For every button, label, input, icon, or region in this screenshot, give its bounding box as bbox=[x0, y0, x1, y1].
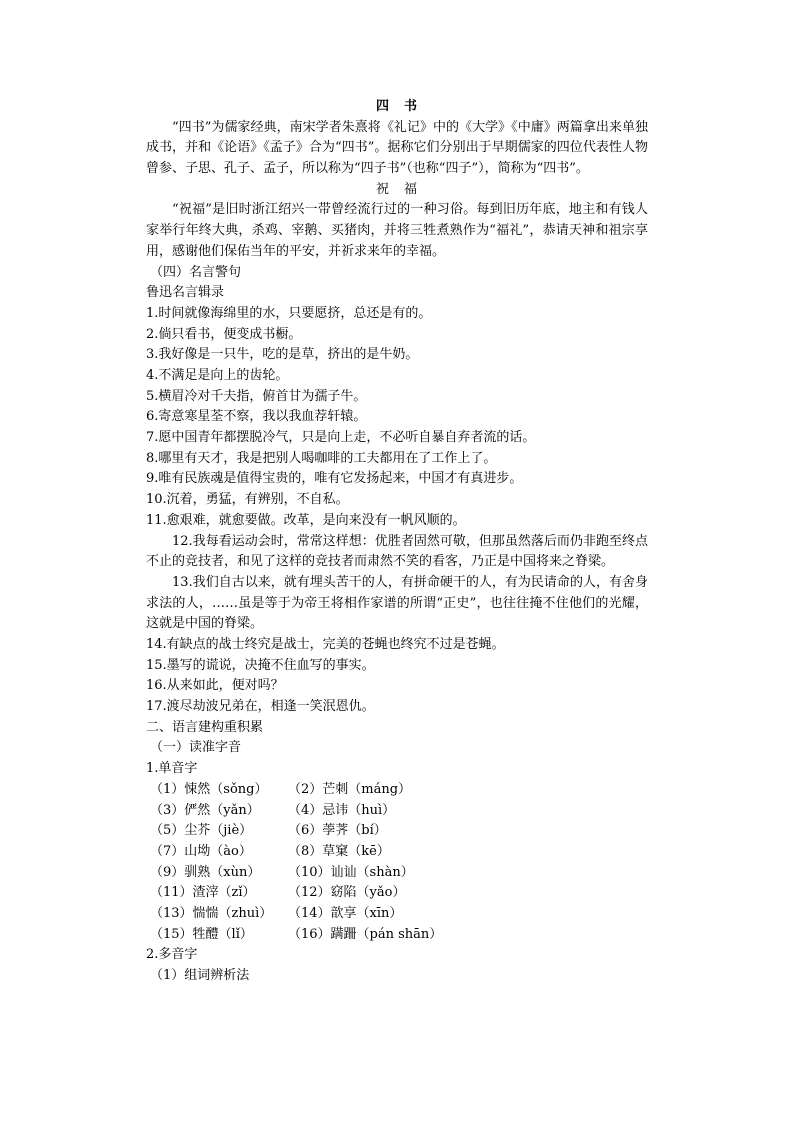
pinyin-row bbox=[146, 863, 648, 884]
pinyin-row bbox=[146, 801, 648, 822]
quote-list bbox=[146, 304, 648, 718]
subheading-zuci-bianxi: （1）组词辨析法 bbox=[150, 968, 250, 984]
pinyin-item: （8）草窠（kē） bbox=[288, 843, 390, 859]
quote-item: 17.渡尽劫波兄弟在，相逢一笑泯恩仇。 bbox=[146, 699, 375, 715]
pinyin-row bbox=[146, 780, 648, 801]
subheading-duzhun-ziyin: （一）读准字音 bbox=[150, 740, 242, 756]
subheading-luxun-quotes: 鲁迅名言辑录 bbox=[146, 285, 225, 301]
pinyin-row bbox=[146, 821, 648, 842]
quote-item: 1.时间就像海绵里的水，只要愿挤，总还是有的。 bbox=[146, 305, 432, 321]
heading-mingyan: （四）名言警句 bbox=[150, 264, 242, 280]
pinyin-row bbox=[146, 842, 648, 863]
quote-item: 2.倘只看书，便变成书橱。 bbox=[146, 326, 302, 342]
quote-item: 12.我每看运动会时，常常这样想：优胜者固然可敬，但那虽然落后而仍非跑至终点不止的竞技者，和见了这样的竞技者而肃然不笑的看客，乃正是中国将来之脊梁。 bbox=[146, 533, 648, 570]
section-title-zhufu: 祝 福 bbox=[375, 181, 418, 197]
quote-item: 5.横眉冷对千夫指，俯首甘为孺子牛。 bbox=[146, 388, 367, 404]
quote-item: 9.唯有民族魂是值得宝贵的，唯有它发扬起来，中国才有真进步。 bbox=[146, 471, 523, 487]
pinyin-item: （7）山坳（ào） bbox=[150, 843, 252, 859]
section-title-sishu: 四 书 bbox=[375, 99, 418, 114]
quote-item: 15.墨写的谎说，决掩不住血写的事实。 bbox=[146, 657, 375, 673]
heading-yuyan: 二、语言建构重积累 bbox=[146, 719, 264, 735]
paragraph-sishu: “四书”为儒家经典，南宋学者朱熹将《礼记》中的《大学》《中庸》两篇拿出来单独成书，并和《论语》《孟子》合为“四书”。据称它们分别出于早期儒家的四位代表性人物曾参、子思、孔子、孟子，所以称为“四子书”（也称“四子”），简称为“四书”。 bbox=[146, 119, 648, 177]
quote-item: 4.不满足是向上的齿轮。 bbox=[146, 368, 289, 384]
quote-item: 16.从来如此，便对吗？ bbox=[146, 678, 284, 694]
quote-item: 13.我们自古以来，就有埋头苦干的人，有拼命硬干的人，有为民请命的人，有舍身求法的人，……虽是等于为帝王将相作家谱的所谓“正史”，也往往掩不住他们的光耀，这就是中国的脊梁。 bbox=[146, 574, 648, 632]
subheading-danyinzi: 1.单音字 bbox=[146, 761, 198, 777]
pinyin-list bbox=[146, 780, 648, 946]
pinyin-item: （16）蹒跚（pán shān） bbox=[288, 926, 443, 942]
pinyin-item: （6）荸荠（bí） bbox=[288, 823, 387, 839]
pinyin-row bbox=[146, 883, 648, 904]
pinyin-item: （14）歆享（xīn） bbox=[288, 905, 403, 921]
pinyin-item: （3）俨然（yǎn） bbox=[150, 802, 260, 818]
pinyin-item: （12）窈陷（yǎo） bbox=[288, 885, 406, 901]
pinyin-item: （9）驯熟（xùn） bbox=[150, 864, 261, 880]
pinyin-item: （15）牲醴（lǐ） bbox=[150, 926, 253, 942]
subheading-duoyinzi: 2.多音字 bbox=[146, 947, 198, 963]
paragraph-zhufu: “祝福”是旧时浙江绍兴一带曾经流行过的一种习俗。每到旧历年底，地主和有钱人家举行年终大典，杀鸡、宰鹅、买猪肉，并将三牲煮熟作为“福礼”，恭请天神和祖宗享用，感谢他们保佑当年的平安，并祈求来年的幸福。 bbox=[146, 202, 648, 259]
quote-item: 6.寄意寒星荃不察，我以我血荐轩辕。 bbox=[146, 409, 367, 425]
document-page bbox=[146, 97, 648, 987]
quote-item: 8.哪里有天才，我是把别人喝咖啡的工夫都用在了工作上了。 bbox=[146, 450, 497, 466]
pinyin-item: （11）渣滓（zǐ） bbox=[150, 885, 256, 901]
pinyin-item: （4）忌讳（huì） bbox=[288, 802, 396, 818]
pinyin-item: （13）惴惴（zhuì） bbox=[150, 905, 273, 921]
quote-item: 7.愿中国青年都摆脱冷气，只是向上走，不必听自暴自弃者流的话。 bbox=[146, 430, 536, 446]
pinyin-item: （2）芒刺（máng） bbox=[288, 781, 412, 797]
quote-item: 3.我好像是一只牛，吃的是草，挤出的是牛奶。 bbox=[146, 347, 419, 363]
quote-item: 14.有缺点的战士终究是战士，完美的苍蝇也终究不过是苍蝇。 bbox=[146, 637, 505, 653]
pinyin-item: （5）尘芥（jiè） bbox=[150, 823, 253, 839]
pinyin-item: （10）讪讪（shàn） bbox=[288, 864, 414, 880]
pinyin-row bbox=[146, 925, 648, 946]
quote-item: 11.愈艰难，就愈要做。改革，是向来没有一帆风顺的。 bbox=[146, 512, 466, 528]
pinyin-item: （1）悚然（sǒng） bbox=[150, 781, 268, 797]
quote-item: 10.沉着，勇猛，有辨别，不自私。 bbox=[146, 492, 349, 508]
pinyin-row bbox=[146, 904, 648, 925]
